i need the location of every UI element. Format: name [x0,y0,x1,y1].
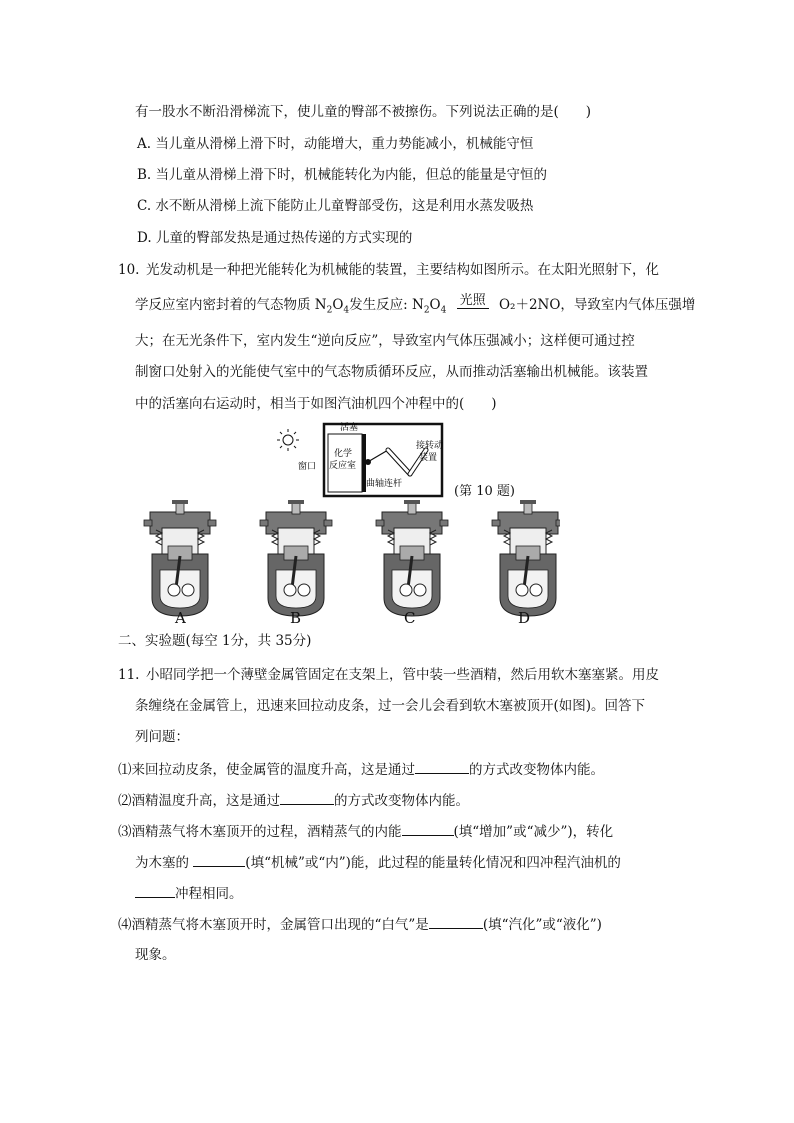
label-connect-2: 装置 [419,453,438,463]
engine-label-c: C [404,609,416,627]
reaction-condition: 光照 [457,294,489,317]
label-piston: 活塞 [340,423,359,433]
section-title: 二、实验题(每空 1分，共 35分) [118,633,312,649]
q9-option-a: A. 当儿童从滑梯上滑下时，动能增大，重力势能减小，机械能守恒 [137,136,534,152]
label-chamber-2: 反应室 [329,461,357,471]
label-crank: 曲轴连杆 [366,479,403,489]
answer-blank-2[interactable] [280,790,334,805]
q11-part-3b: 为木塞的 (填“机械”或“内”)能，此过程的能量转化情况和四冲程汽油机的 [135,852,621,873]
engine-strokes-figure [140,500,560,628]
light-engine-figure [276,420,456,500]
q9-stem-tail: 有一股水不断沿滑梯流下，使儿童的臀部不被擦伤。下列说法正确的是( ) [135,104,592,120]
q11-line-1: 小昭同学把一个薄壁金属管固定在支架上，管中装一些酒精，然后用软木塞塞紧。用皮 [146,667,659,683]
sun-icon [277,429,299,451]
q10-line-1: 光发动机是一种把光能转化为机械能的装置，主要结构如图所示。在太阳光照射下，化 [146,262,659,278]
q9-option-c: C. 水不断从滑梯上流下能防止儿童臀部受伤，这是利用水蒸发吸热 [137,198,534,214]
answer-blank-3[interactable] [402,821,454,836]
label-window: 窗口 [298,462,317,472]
q10-line-3: 大；在无光条件下，室内发生“逆向反应”，导致室内气体压强减小；这样便可通过控 [135,333,635,349]
engine-stroke-b [260,500,332,616]
engine-stroke-d [492,500,560,616]
engine-stroke-a [144,500,216,616]
q11-part-4: ⑷酒精蒸气将木塞顶开时，金属管口出现的“白气”是 (填“汽化”或“液化”) [118,914,602,935]
q10-line-4: 制窗口处射入的光能使气室中的气态物质循环反应，从而推动活塞输出机械能。该装置 [135,364,648,380]
q11-line-2: 条缠绕在金属管上，迅速来回拉动皮条，过一会儿会看到软木塞被顶开(如图)。回答下 [135,698,646,714]
q10-figure-caption: (第 10 题) [454,484,515,499]
q11-part-1: ⑴来回拉动皮条，使金属管的温度升高，这是通过 的方式改变物体内能。 [118,759,604,780]
engine-label-b: B [290,609,302,627]
q9-option-d: D. 儿童的臀部发热是通过热传递的方式实现的 [137,230,413,246]
answer-blank-1[interactable] [415,759,469,774]
q9-option-b: B. 当儿童从滑梯上滑下时，机械能转化为内能，但总的能量是守恒的 [137,167,548,183]
q11-part-2: ⑵酒精温度升高，这是通过 的方式改变物体内能。 [118,790,469,811]
answer-blank-5[interactable] [135,883,175,898]
q11-part-4b: 现象。 [135,947,176,963]
q10-line-2: 学反应室内密封着的气态物质 $N_2O_4$发生反应: $N_2O_4$ 光照 O₂＋2NO，导致室内气体压强增 [135,293,696,316]
answer-blank-6[interactable] [429,914,483,929]
answer-blank-4[interactable] [193,852,245,867]
engine-label-d: D [518,609,531,627]
label-connect-1: 接转动 [416,441,444,451]
q11-part-3c: 冲程相同。 [135,883,243,904]
label-chamber-1: 化学 [334,449,353,459]
q11-part-3: ⑶酒精蒸气将木塞顶开的过程，酒精蒸气的内能 (填“增加”或“减少”)，转化 [118,821,613,842]
q11-line-3: 列问题： [135,729,189,745]
q10-number: 10. [118,262,140,278]
engine-stroke-c [376,500,448,616]
engine-label-a: A [175,609,186,627]
q11-number: 11. [118,667,140,683]
q10-line-5: 中的活塞向右运动时，相当于如图汽油机四个冲程中的( ) [135,396,497,412]
